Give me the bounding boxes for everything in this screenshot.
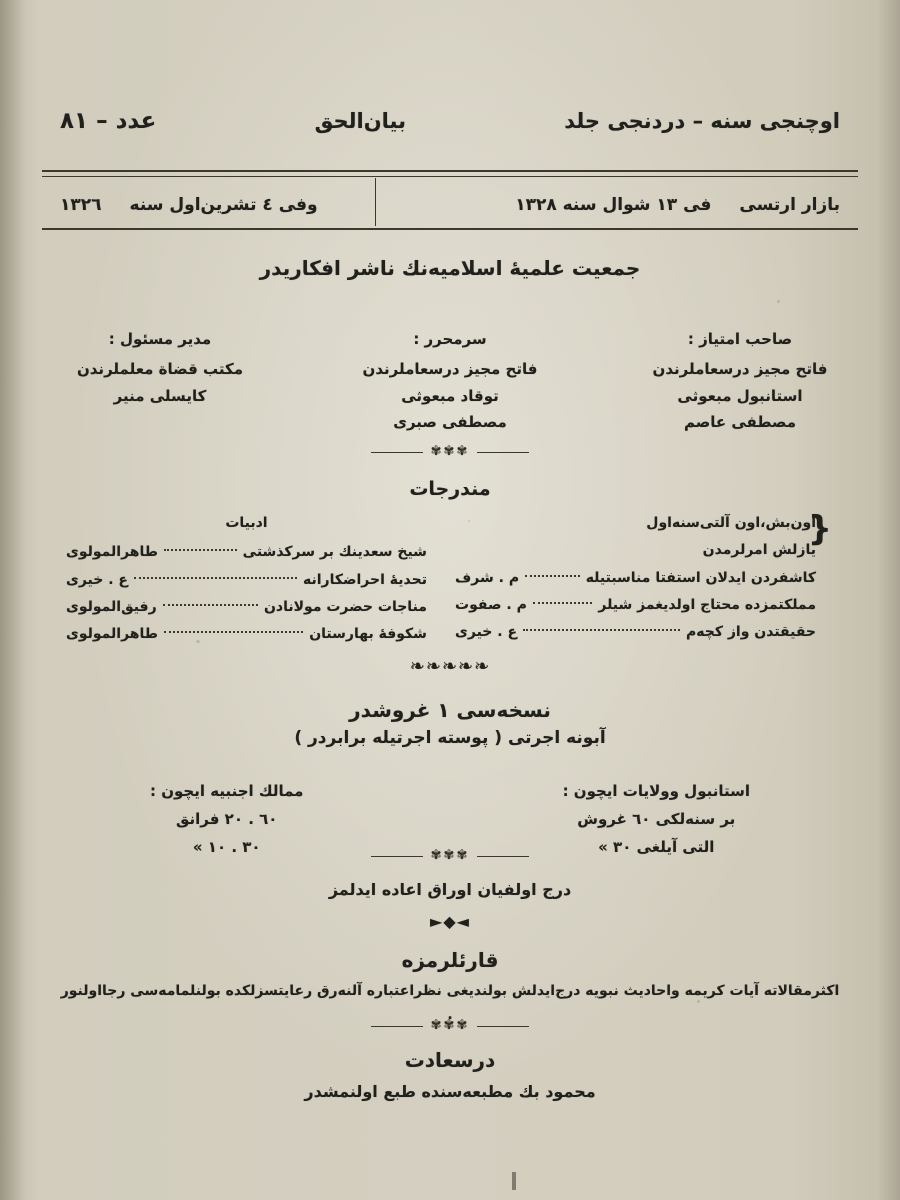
staff-editor-title: سرمحرر : (413, 330, 487, 348)
staff-owner (650, 326, 830, 435)
toc-entry[interactable] (455, 510, 816, 537)
brace-icon: { (807, 509, 832, 549)
ornament-divider-4: ◄◆► (430, 912, 470, 931)
toc-entry-author: م . صفوت (455, 596, 527, 613)
staff-editor-line-1: فاتح مجیز درسعاملرندن (362, 360, 538, 379)
toc-entry[interactable] (66, 594, 427, 621)
toc-entry-title: تحدیهٔ احراضكارانه (302, 571, 427, 588)
toc-entry[interactable] (455, 619, 816, 646)
masthead-title: بیان‌الحق (314, 109, 407, 133)
masthead-volume: اوچنجی سنه – دردنجی جلد (564, 109, 840, 133)
toc-entry-title: اون‌بش،اون آلتی‌سنه‌اول (646, 515, 816, 531)
staff-manager (70, 326, 250, 435)
toc-entry-author: م . شرف (455, 569, 520, 586)
toc-entry-author: ع . خیری (66, 571, 128, 588)
subscription-foreign-line-2: ٣٠ . ١٠ » (192, 837, 261, 856)
date-band-divider (375, 178, 376, 226)
paper-speck (777, 300, 780, 303)
ornament-divider-5 (0, 1018, 900, 1033)
toc-entry-author: ع . خیری (455, 624, 518, 641)
toc-entry-author: طاهرالمولوی (66, 626, 158, 643)
subscription-local-line-1: بر سنه‌لكی ٦٠ غروش (577, 809, 736, 828)
rumi-date-label: وفی ٤ تشرین‌اول سنه (129, 195, 318, 215)
masthead (60, 108, 840, 134)
toc-entry-title: كاشفردن ایدلان استفتا مناسبتیله (585, 569, 816, 586)
imprint-city: درسعادت (404, 1048, 496, 1072)
tagline: جمعیت علمیهٔ اسلامیه‌نك ناشر افكاریدر (259, 256, 641, 280)
toc-entry[interactable] (66, 621, 427, 648)
staff-editor-line-2: توقاد مبعوثی (401, 386, 499, 405)
rule-top-secondary (42, 176, 858, 177)
hijri-date: فی ١٣ شوال سنه ١٣٢٨ (515, 195, 712, 215)
toc-entry-title: شكوفهٔ بهارستان (309, 626, 427, 643)
toc-entry-title: مناجات حضرت مولانادن (263, 598, 427, 615)
leader-dots (533, 602, 593, 604)
subscription-note: آبونه اجرتی ( پوسته اجرتیله برابردر ) (294, 728, 606, 748)
leader-dots (134, 577, 297, 579)
subscription-local-title: استانبول وولایات ایچون : (562, 782, 750, 800)
imprint-printer: محمود بك مطبعه‌سنده طبع اولنمشدر (304, 1082, 596, 1101)
leader-dots (164, 631, 303, 633)
ornament-glyph: ✾✾✾ (430, 444, 470, 459)
readers-note-body: اكثرمقالاته آیات كریمه واحادیث نبویه درج‌ایدلش بولندیغی نظراعتباره آلنه‌رق رعایتسزلكده بولنلمامه‌سی رجااولنور . (60, 983, 840, 1023)
toc-entry-author: طاهرالمولوی (66, 544, 158, 561)
staff-manager-line-1: مكتب قضاة معلملرندن (76, 360, 244, 379)
toc-entry[interactable] (455, 537, 816, 564)
contents-subsection-title: ادبیات (225, 515, 268, 531)
toc-entry[interactable] (455, 592, 816, 619)
staff-editor-line-3: مصطفی صبری (393, 412, 507, 431)
copy-price: نسخه‌سی ١ غروشدر (349, 698, 551, 722)
contents-column-literature (66, 510, 427, 648)
staff-owner-line-3: مصطفی عاصم (683, 412, 796, 431)
toc-entry[interactable] (66, 567, 427, 594)
toc-entry[interactable] (66, 539, 427, 566)
toc-entry-title: شیخ سعدینك بر سركذشتی (242, 544, 427, 561)
toc-entry-title: یازلش امرلرمدن (702, 542, 816, 559)
page-footer-mark (512, 1172, 516, 1190)
contents-title: مندرجات (409, 478, 491, 500)
toc-entry[interactable] (455, 565, 816, 592)
subscription-local-line-2: التی آیلغی ٣٠ » (598, 837, 715, 856)
ornament-divider-2: ❧❧❧❧❧ (409, 656, 491, 677)
leader-dots (523, 629, 680, 631)
ornament-divider-1 (0, 444, 900, 459)
subscription-foreign-line-1: ٦٠ . ٢٠ فرانق (176, 809, 278, 828)
leader-dots (163, 604, 258, 606)
ornament-glyph: ✾✾✾ (430, 848, 470, 863)
masthead-issue-number: عدد – ٨١ (60, 108, 157, 134)
rule-top (42, 170, 858, 172)
staff-manager-title: مدیر مسئول : (108, 330, 212, 348)
staff-owner-line-2: استانبول مبعوثی (677, 386, 803, 405)
readers-note-title: قارئلرمزه (401, 948, 499, 972)
staff-owner-line-1: فاتح مجیز درسعاملرندن (652, 360, 828, 379)
rumi-year: ١٣٢٦ (60, 195, 102, 215)
rule-bottom (42, 228, 858, 230)
date-band (60, 186, 840, 224)
staff-manager-line-2: كایسلی منیر (113, 386, 207, 405)
weekday-label: بازار ارتسی (739, 195, 840, 215)
contents-table (66, 510, 834, 648)
toc-entry-title: حقیقتدن واز كچه‌م (686, 624, 816, 641)
subscription-foreign-title: ممالك اجنبیه ایچون : (150, 782, 304, 800)
staff-owner-title: صاحب امتیاز : (687, 330, 793, 348)
leader-dots (525, 575, 580, 577)
ornament-divider-3 (0, 848, 900, 863)
staff-block (70, 326, 830, 435)
contents-column-main (455, 510, 834, 648)
leader-dots (164, 549, 237, 551)
toc-entry-author: رفیق‌المولوی (66, 598, 157, 615)
manuscript-notice: درج اولفیان اوراق اعاده ایدلمز (328, 880, 572, 899)
ornament-glyph: ✾✾✾ (430, 1018, 470, 1033)
toc-entry-title: مملكتمزده محتاج اولدیغمز شیلر (598, 596, 816, 613)
staff-editor (360, 326, 540, 435)
